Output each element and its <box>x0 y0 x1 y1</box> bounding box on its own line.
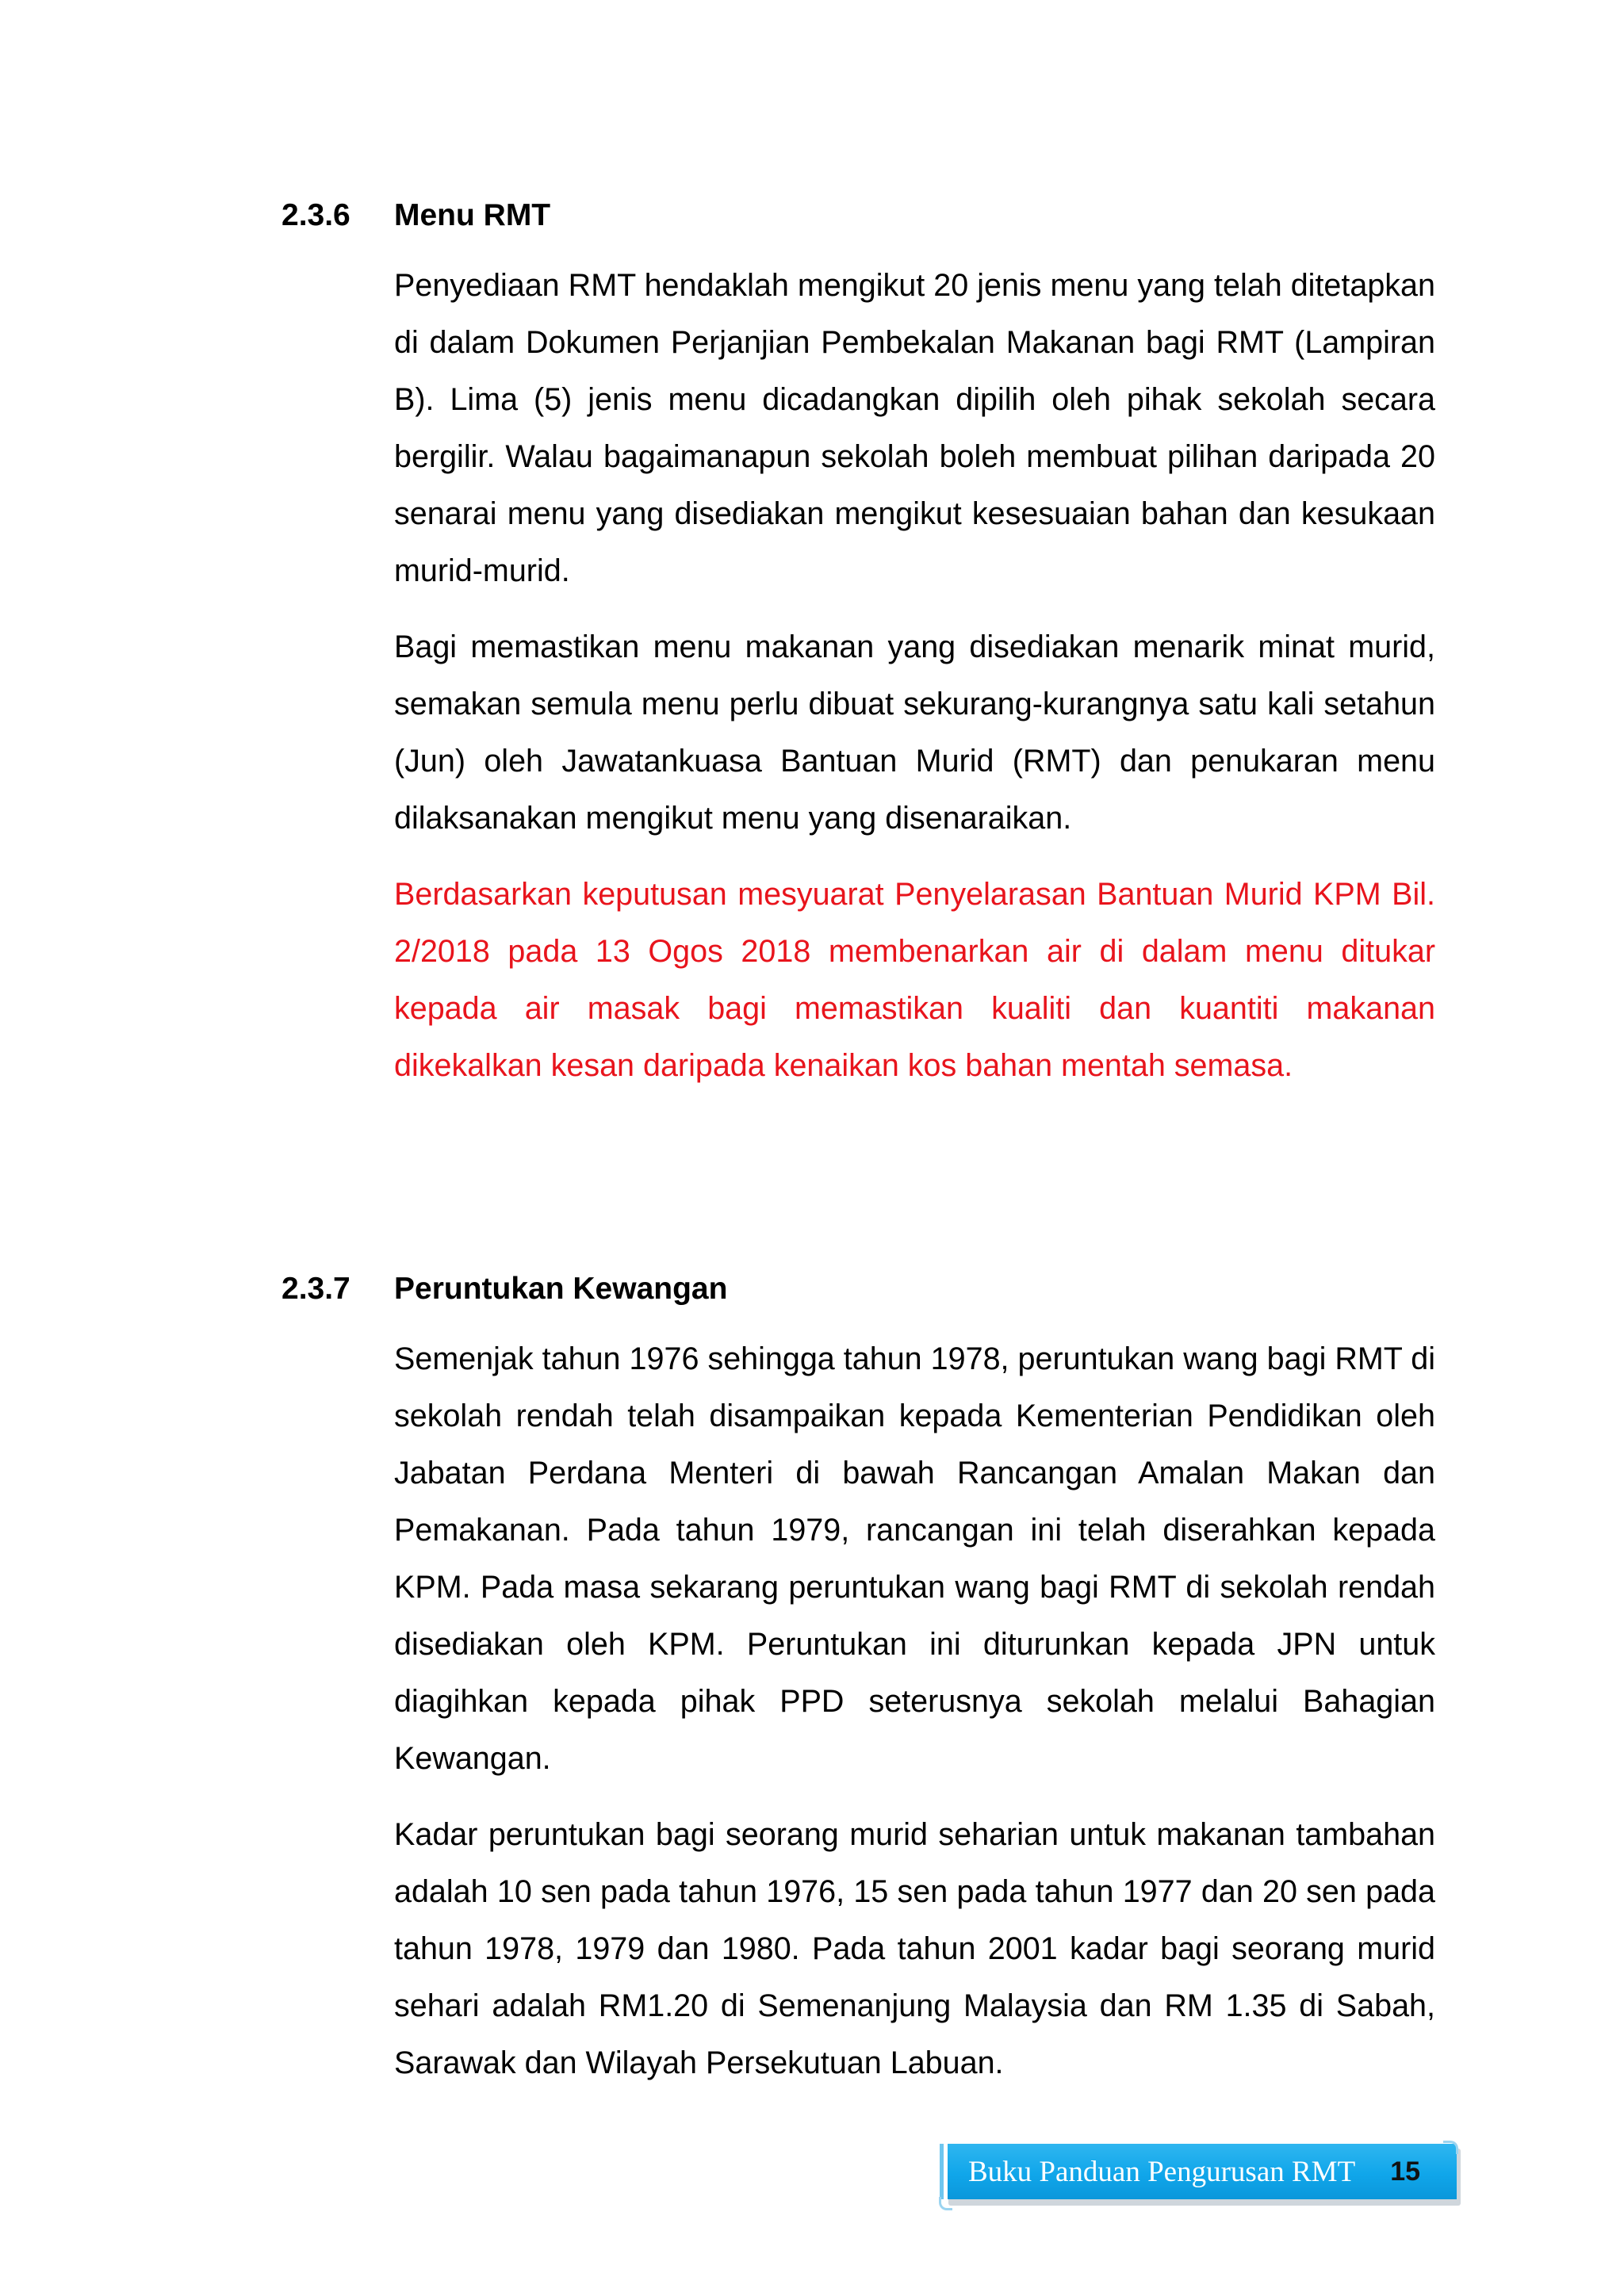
paragraph: Bagi memastikan menu makanan yang disediakan menarik minat murid, semakan semula menu perlu dibuat sekurang-kurangnya satu kali setahun (Jun) oleh Jawatankuasa Bantuan Murid (RMT) dan penukaran menu dilaksanakan mengikut menu yang disenaraikan. <box>394 629 1435 836</box>
page-footer <box>944 2141 1463 2212</box>
page-number: 15 <box>1390 2156 1421 2187</box>
curl-decoration-icon <box>1443 2141 1458 2154</box>
section-number: 2.3.6 <box>282 198 350 232</box>
section-body <box>394 257 1435 1094</box>
section-body <box>394 1330 1435 2091</box>
section-number: 2.3.7 <box>282 1272 350 1306</box>
curl-decoration-icon <box>939 2197 952 2210</box>
section-heading <box>282 195 1435 236</box>
section-peruntukan-kewangan <box>282 1269 1435 2091</box>
footer-title: Buku Panduan Pengurusan RMT <box>968 2155 1356 2188</box>
section-title: Menu RMT <box>394 198 551 232</box>
footer-banner <box>944 2144 1457 2199</box>
section-heading <box>282 1269 1435 1310</box>
paragraph: Kadar peruntukan bagi seorang murid seharian untuk makanan tambahan adalah 10 sen pada tahun 1976, 15 sen pada tahun 1977 dan 20 sen pada tahun 1978, 1979 dan 1980. Pada tahun 2001 kadar bagi seorang murid sehari adalah RM1.20 di Semenanjung Malaysia dan RM 1.35 di Sabah, Sarawak dan Wilayah Persekutuan Labuan. <box>394 1817 1435 2080</box>
paragraph: Semenjak tahun 1976 sehingga tahun 1978, peruntukan wang bagi RMT di sekolah rendah telah disampaikan kepada Kementerian Pendidikan oleh Jabatan Perdana Menteri di bawah Rancangan Amalan Makan dan Pemakanan. Pada tahun 1979, rancangan ini telah diserahkan kepada KPM. Pada masa sekarang peruntukan wang bagi RMT di sekolah rendah disediakan oleh KPM. Peruntukan ini diturunkan kepada JPN untuk diagihkan kepada pihak PPD seterusnya sekolah melalui Bahagian Kewangan. <box>394 1341 1435 1776</box>
section-menu-rmt <box>282 195 1435 1094</box>
highlighted-paragraph: Berdasarkan keputusan mesyuarat Penyelarasan Bantuan Murid KPM Bil. 2/2018 pada 13 Ogos 2018 membenarkan air di dalam menu ditukar kepada air masak bagi memastikan kualiti dan kuantiti makanan dikekalkan kesan daripada kenaikan kos bahan mentah semasa. <box>394 877 1435 1083</box>
section-title: Peruntukan Kewangan <box>394 1272 728 1306</box>
paragraph: Penyediaan RMT hendaklah mengikut 20 jenis menu yang telah ditetapkan di dalam Dokumen Perjanjian Pembekalan Makanan bagi RMT (Lampiran B). Lima (5) jenis menu dicadangkan dipilih oleh pihak sekolah secara bergilir. Walau bagaimanapun sekolah boleh membuat pilihan daripada 20 senarai menu yang disediakan mengikut kesesuaian bahan dan kesukaan murid-murid. <box>394 268 1435 588</box>
